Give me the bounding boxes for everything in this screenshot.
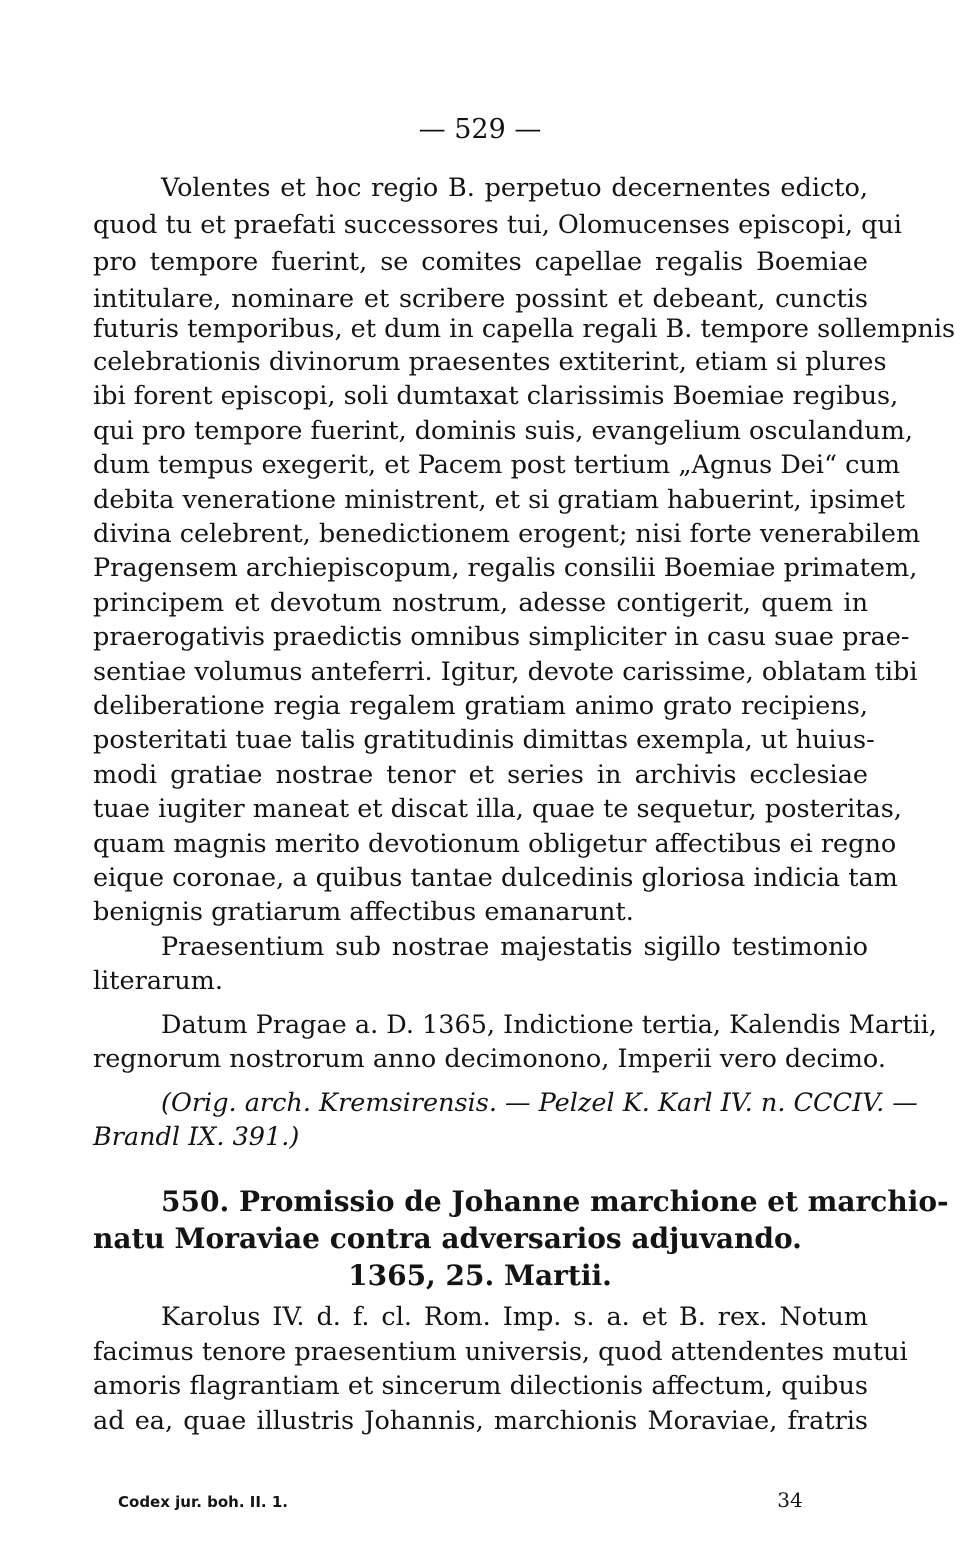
source-note-line: Brandl IX. 391.) (93, 1122, 300, 1152)
text-line: posteritati tuae talis gratitudinis dimittas exempla, ut huius- (93, 725, 875, 755)
text-line: benignis gratiarum affectibus emanarunt. (93, 897, 634, 927)
text-line: tuae iugiter maneat et discat illa, quae te sequetur, posteritas, (93, 794, 902, 824)
text-line: celebrationis divinorum praesentes extiterint, etiam si plures (93, 347, 887, 377)
text-line: praerogativis praedictis omnibus simpliciter in casu suae prae- (93, 622, 910, 652)
text-line: modi gratiae nostrae tenor et series in archivis ecclesiae (93, 760, 868, 790)
footer-signature: Codex jur. boh. II. 1. (118, 1493, 288, 1511)
text-line: divina celebrent, benedictionem erogent; nisi forte venerabilem (93, 519, 921, 549)
source-note-line: (Orig. arch. Kremsirensis. — Pelzel K. Karl IV. n. CCCIV. — (161, 1088, 918, 1118)
text-line: amoris flagrantiam et sincerum dilectionis affectum, quibus (93, 1371, 868, 1401)
signature-number: 34 (777, 1488, 803, 1512)
text-line: facimus tenore praesentium universis, quod attendentes mutui (93, 1337, 908, 1367)
text-line: literarum. (93, 966, 223, 996)
text-line: Praesentium sub nostrae majestatis sigillo testimonio (161, 932, 868, 962)
charter-heading: natu Moraviae contra adversarios adjuvando. (93, 1222, 802, 1255)
text-line: sentiae volumus anteferri. Igitur, devote carissime, oblatam tibi (93, 657, 918, 687)
text-line: ibi forent episcopi, soli dumtaxat clarissimis Boemiae regibus, (93, 381, 899, 411)
text-line: dum tempus exegerit, et Pacem post tertium „Agnus Dei“ cum (93, 450, 901, 480)
text-line: Datum Pragae a. D. 1365, Indictione tertia, Kalendis Martii, (161, 1010, 937, 1040)
text-line: deliberatione regia regalem gratiam animo grato recipiens, (93, 691, 868, 721)
text-line: pro tempore fuerint, se comites capellae regalis Boemiae (93, 247, 868, 277)
text-line: qui pro tempore fuerint, dominis suis, evangelium osculandum, (93, 416, 913, 446)
text-line: Volentes et hoc regio B. perpetuo decernentes edicto, (161, 173, 868, 203)
charter-heading: 550. Promissio de Johanne marchione et marchio- (161, 1185, 949, 1218)
text-line: Karolus IV. d. f. cl. Rom. Imp. s. a. et B. rex. Notum (161, 1302, 868, 1332)
text-line: quod tu et praefati successores tui, Olomucenses episcopi, qui (93, 210, 902, 240)
text-line: Pragensem archiepiscopum, regalis consilii Boemiae primatem, (93, 553, 918, 583)
text-line: regnorum nostrorum anno decimonono, Imperii vero decimo. (93, 1044, 886, 1074)
text-line: intitulare, nominare et scribere possint et debeant, cunctis (93, 284, 868, 314)
text-line: principem et devotum nostrum, adesse contigerit, quem in (93, 588, 868, 618)
text-line: quam magnis merito devotionum obligetur affectibus ei regno (93, 829, 897, 859)
text-line: ad ea, quae illustris Johannis, marchionis Moraviae, fratris (93, 1406, 868, 1436)
text-line: eique coronae, a quibus tantae dulcedinis gloriosa indicia tam (93, 863, 898, 893)
text-line: debita veneratione ministrent, et si gratiam habuerint, ipsimet (93, 485, 905, 515)
charter-date: 1365, 25. Martii. (348, 1259, 612, 1292)
text-line: futuris temporibus, et dum in capella regali B. tempore sollempnis (93, 314, 956, 344)
page-number: — 529 — (418, 114, 542, 145)
